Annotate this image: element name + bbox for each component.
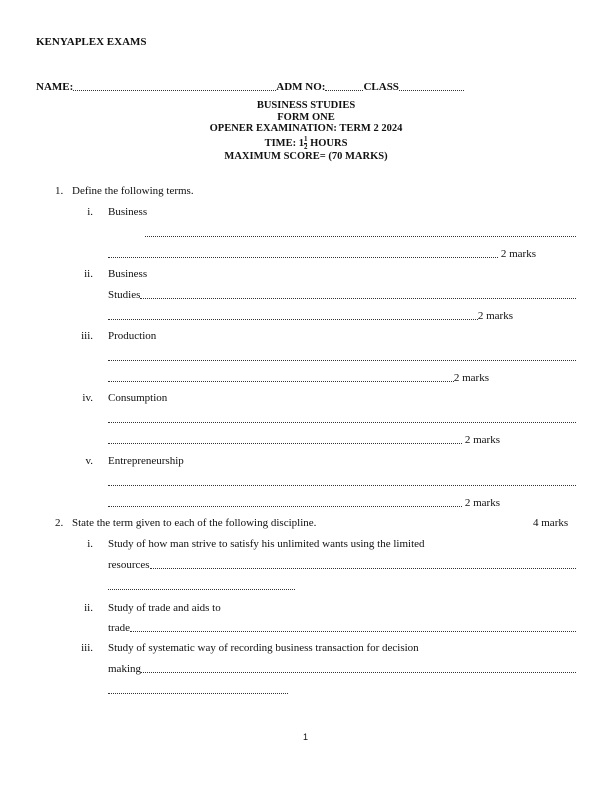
marks: 2 marks xyxy=(464,497,500,509)
q2-ii-numeral: ii. xyxy=(84,602,93,614)
q2-iii-text: Study of systematic way of recording business transaction for decision xyxy=(108,642,419,654)
answer-line[interactable] xyxy=(108,476,576,489)
q2-ii-cont: trade xyxy=(108,622,130,634)
q1-iii-numeral: iii. xyxy=(81,330,93,342)
q1-iv-numeral: iv. xyxy=(82,392,93,404)
class-label: CLASS xyxy=(363,81,399,93)
q1-number: 1. xyxy=(55,185,64,197)
name-field[interactable] xyxy=(73,89,276,91)
adm-field[interactable] xyxy=(325,89,363,91)
marks: 2 marks xyxy=(464,434,500,446)
q2-number: 2. xyxy=(55,517,64,529)
time-prefix: TIME: 1 xyxy=(264,137,304,149)
max-score: MAXIMUM SCORE= (70 MARKS) xyxy=(224,151,388,162)
adm-label: ADM NO: xyxy=(276,81,326,93)
q1-i-term: Business xyxy=(108,206,148,218)
q1-ii-numeral: ii. xyxy=(84,268,93,280)
answer-line[interactable] xyxy=(108,310,513,323)
q2-iii-cont: making xyxy=(108,663,141,675)
marks: 2 marks xyxy=(477,310,513,322)
answer-line[interactable] xyxy=(108,497,500,510)
time-suffix: HOURS xyxy=(307,137,348,149)
q2-text: State the term given to each of the following discipline. xyxy=(72,517,317,529)
q2-iii-numeral: iii. xyxy=(81,642,93,654)
answer-line[interactable] xyxy=(108,434,500,447)
class-field[interactable] xyxy=(399,89,464,91)
q1-iii-term: Production xyxy=(108,330,157,342)
answer-line[interactable] xyxy=(108,351,576,364)
q1-v-numeral: v. xyxy=(85,455,93,467)
answer-line[interactable] xyxy=(145,227,576,240)
q2-i-numeral: i. xyxy=(87,538,93,550)
answer-line[interactable] xyxy=(108,663,576,676)
q1-ii-term-cont: Studies xyxy=(108,289,141,301)
page-number: 1 xyxy=(303,732,309,742)
answer-line[interactable] xyxy=(108,622,576,635)
q1-v-term: Entrepreneurship xyxy=(108,455,184,467)
brand: KENYAPLEX EXAMS xyxy=(36,36,147,48)
answer-line[interactable] xyxy=(108,248,536,261)
answer-line[interactable] xyxy=(108,580,295,593)
answer-line[interactable] xyxy=(108,372,489,385)
marks: 2 marks xyxy=(453,372,489,384)
form-title: FORM ONE xyxy=(277,112,335,123)
answer-line[interactable] xyxy=(108,684,288,697)
frac-den: 2 xyxy=(303,143,308,151)
student-details-line xyxy=(36,81,464,94)
exam-title: OPENER EXAMINATION: TERM 2 2024 xyxy=(209,123,403,134)
answer-line[interactable] xyxy=(108,559,576,572)
q1-ii-term: Business xyxy=(108,268,148,280)
name-label: NAME: xyxy=(36,81,74,93)
answer-line[interactable] xyxy=(108,289,576,302)
answer-line[interactable] xyxy=(108,413,576,426)
frac-num: 1 xyxy=(303,135,308,143)
q2-i-text: Study of how man strive to satisfy his unlimited wants using the limited xyxy=(108,538,425,550)
q2-ii-text: Study of trade and aids to xyxy=(108,602,221,614)
exam-time xyxy=(0,136,612,151)
q1-text: Define the following terms. xyxy=(72,185,194,197)
q1-iv-term: Consumption xyxy=(108,392,168,404)
q1-i-numeral: i. xyxy=(87,206,93,218)
subject-title: BUSINESS STUDIES xyxy=(256,100,356,111)
q2-i-cont: resources xyxy=(108,559,150,571)
marks: 2 marks xyxy=(500,248,536,260)
q2-marks: 4 marks xyxy=(533,517,569,529)
